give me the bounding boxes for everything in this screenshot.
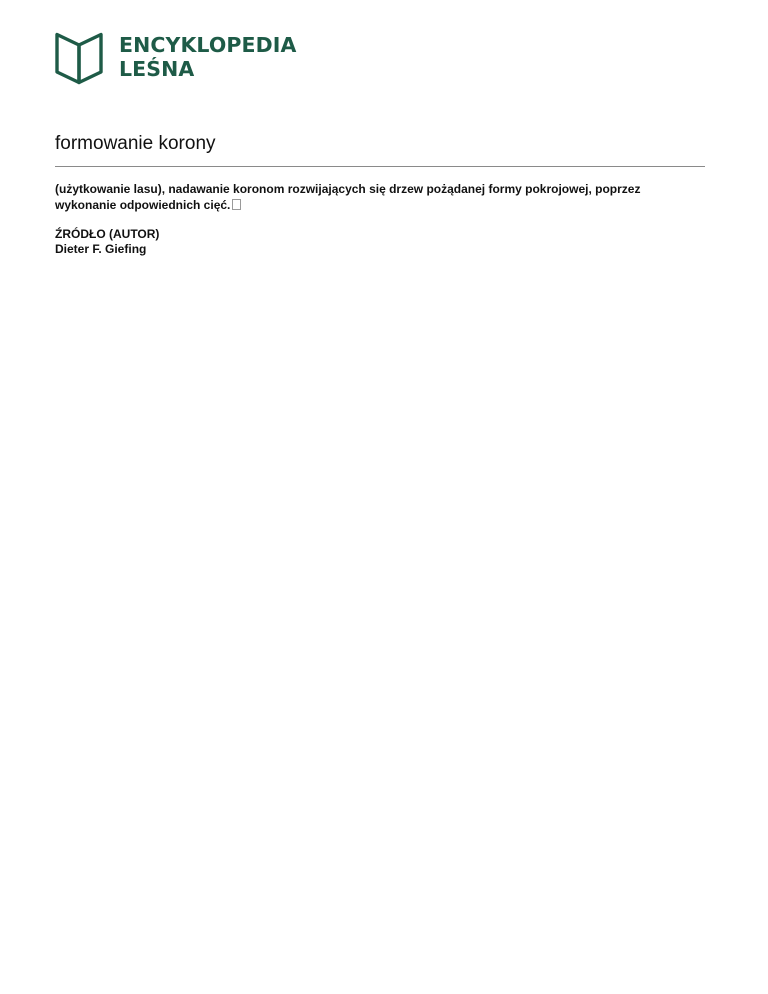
- logo-text-line-1: ENCYKLOPEDIA: [119, 33, 297, 57]
- missing-glyph-icon: [232, 199, 241, 210]
- source-label: ŹRÓDŁO (AUTOR): [55, 227, 160, 241]
- logo-text-line-2: LEŚNA: [119, 57, 195, 81]
- site-logo[interactable]: [54, 31, 296, 85]
- entry-definition-text: (użytkowanie lasu), nadawanie koronom rozwijających się drzew pożądanej formy pokrojowej, poprzez wykonanie odpowiednich cięć.: [55, 182, 641, 212]
- entry-title: formowanie korony: [55, 133, 216, 154]
- title-divider: [55, 166, 705, 167]
- source-section: [55, 227, 159, 257]
- entry-definition: [55, 181, 705, 213]
- logo-wordmark: [119, 33, 296, 81]
- open-book-icon: [54, 31, 104, 85]
- source-author: Dieter F. Giefing: [55, 242, 147, 256]
